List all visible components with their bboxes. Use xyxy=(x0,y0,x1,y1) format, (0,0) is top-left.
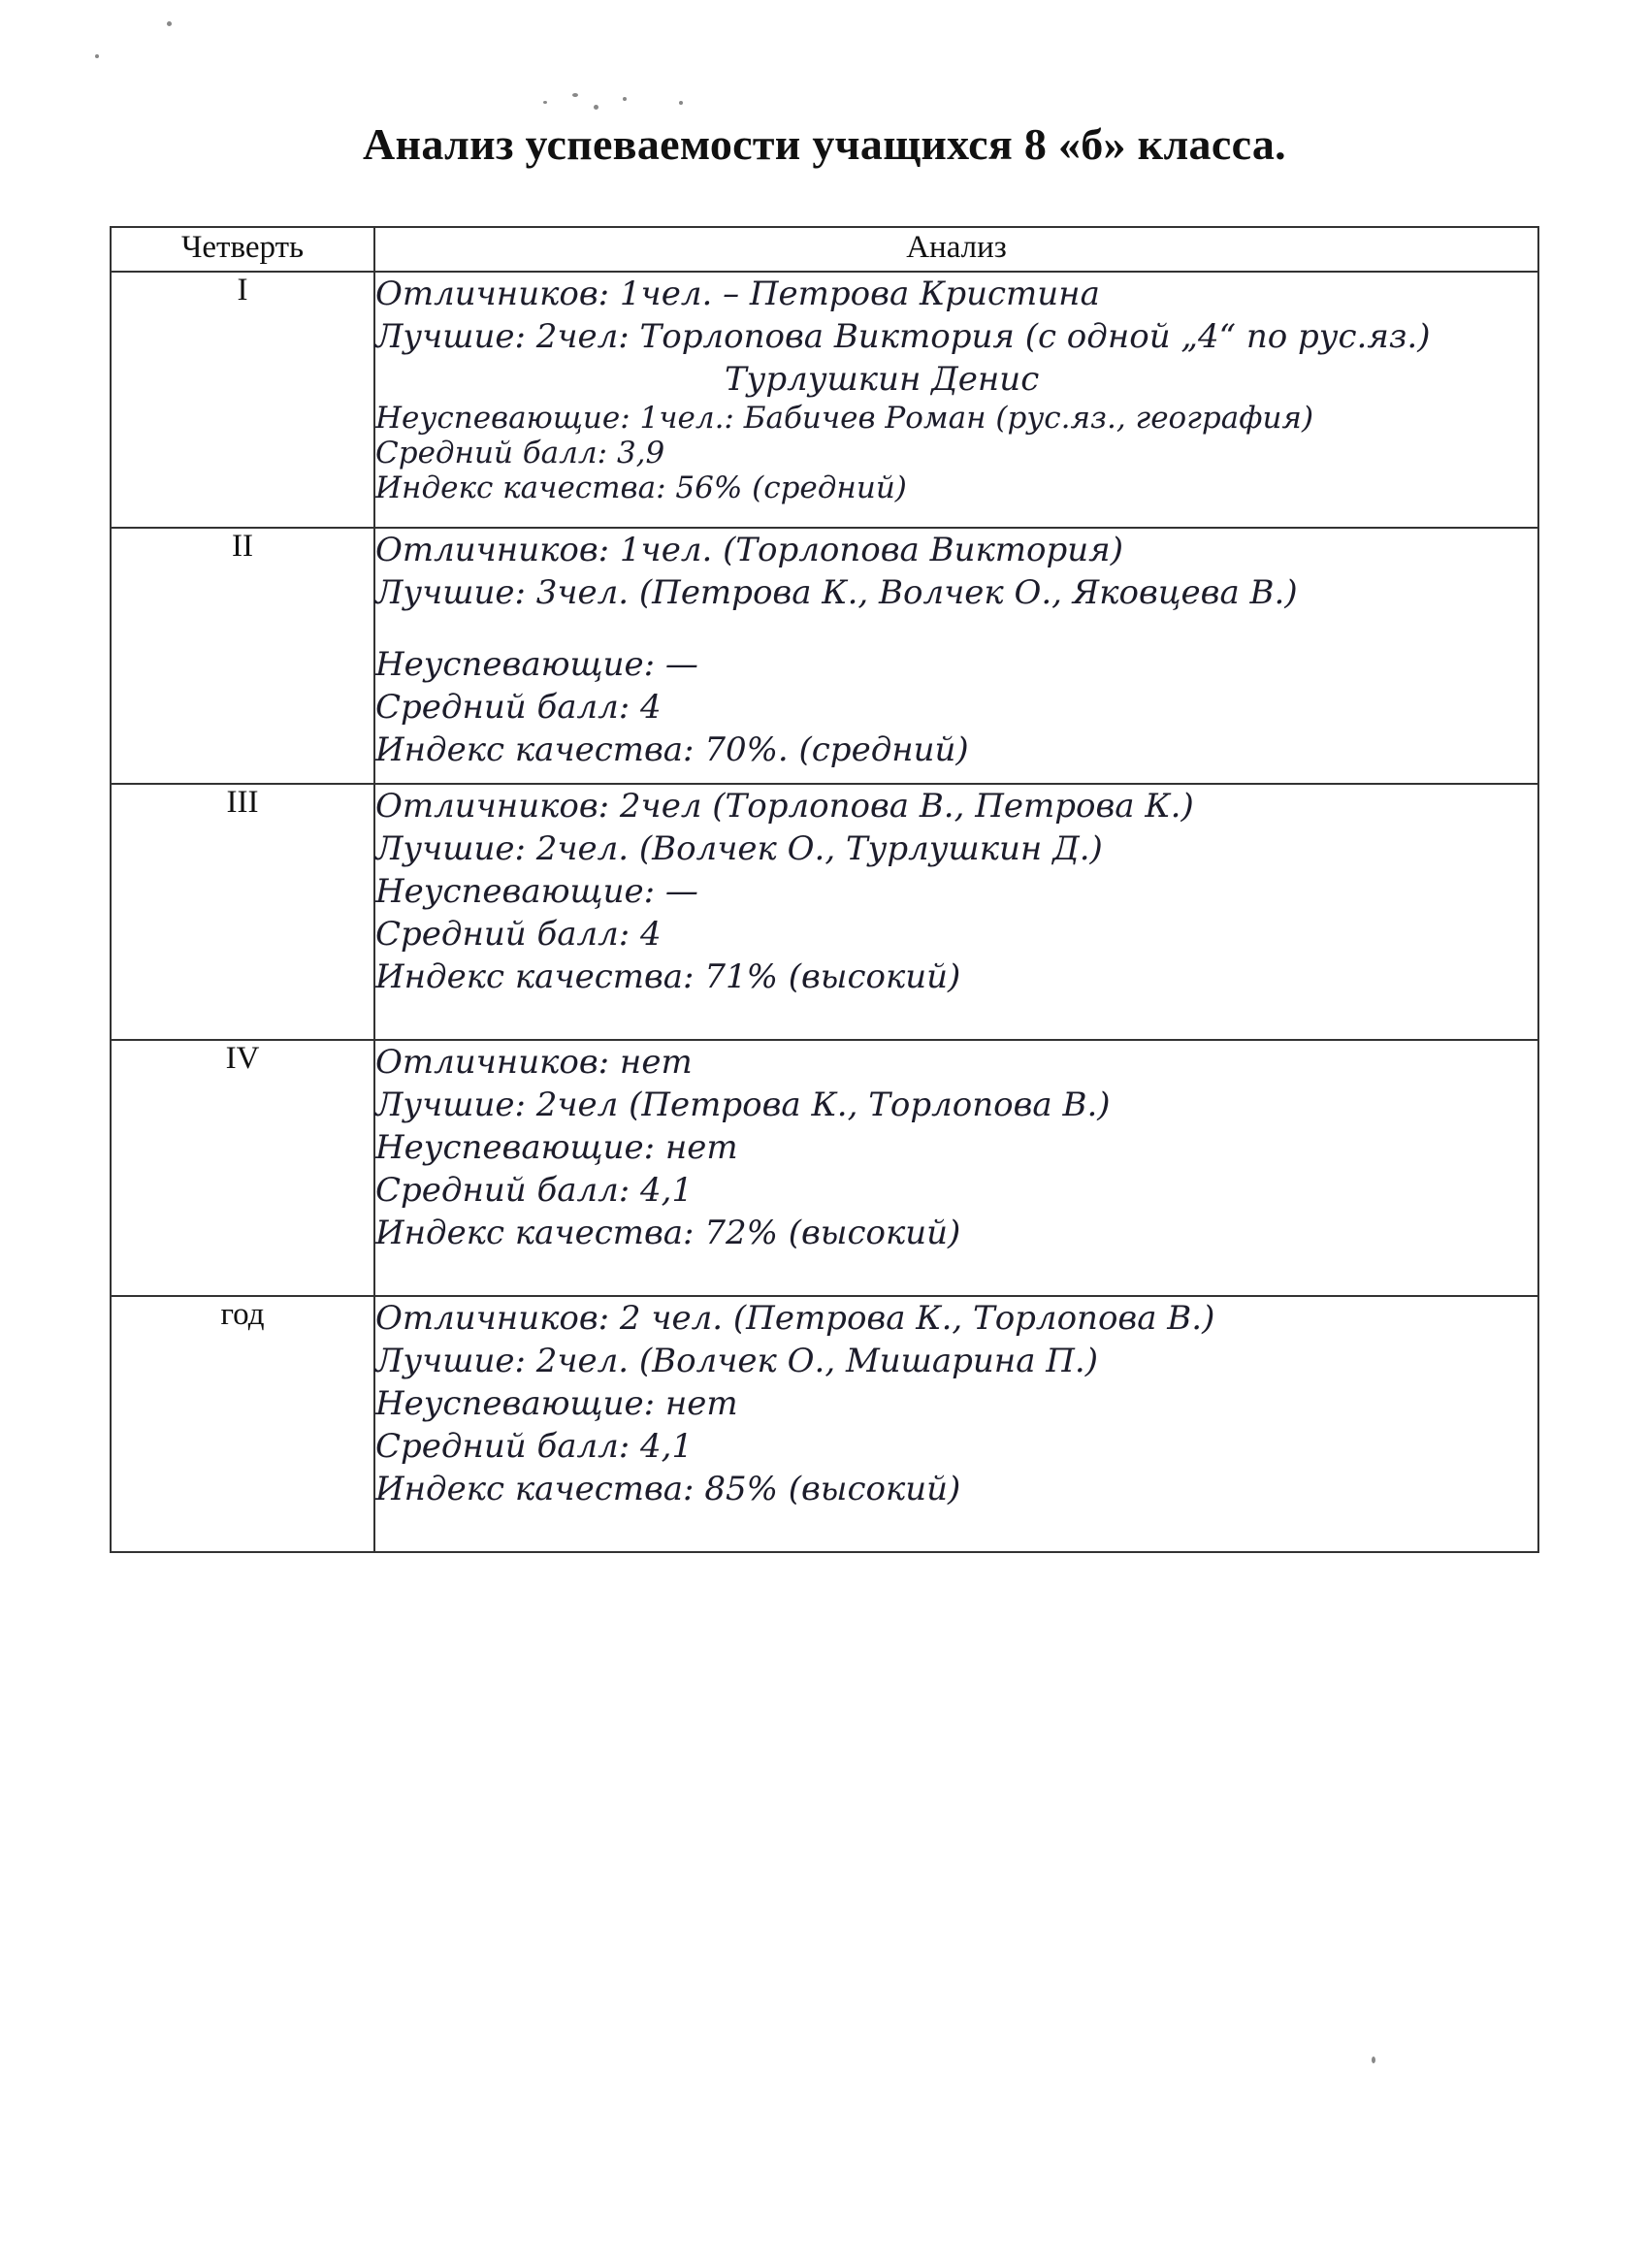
failing-students-line: Неуспевающие: — xyxy=(375,645,698,684)
page-title: Анализ успеваемости учащихся 8 «б» класса. xyxy=(363,119,1286,169)
quarter-label: I xyxy=(111,272,374,528)
analysis-cell xyxy=(374,528,1538,784)
quality-index-line: Индекс качества: 85% (высокий) xyxy=(375,1470,961,1508)
best-students-line: Лучшие: 2чел (Петрова К., Торлопова В.) xyxy=(375,1085,1111,1124)
analysis-cell xyxy=(374,272,1538,528)
scan-speck xyxy=(95,54,99,58)
best-students-line: Лучшие: 2чел. (Волчек О., Мишарина П.) xyxy=(375,1342,1098,1380)
excellent-students-line: Отличников: 2чел (Торлопова В., Петрова К.) xyxy=(375,787,1194,826)
analysis-cell xyxy=(374,1040,1538,1296)
failing-students-line: Неуспевающие: нет xyxy=(375,1384,738,1423)
table-row xyxy=(111,1040,1538,1296)
quarter-label: II xyxy=(111,528,374,784)
average-grade-line: Средний балл: 3,9 xyxy=(375,436,665,470)
table-row xyxy=(111,272,1538,528)
failing-students-line: Неуспевающие: — xyxy=(375,872,698,911)
best-students-line: Лучшие: 3чел. (Петрова К., Волчек О., Яковцева В.) xyxy=(375,573,1298,612)
scan-speck xyxy=(1372,2057,1375,2063)
failing-students-line: Неуспевающие: 1чел.: Бабичев Роман (рус.яз., география) xyxy=(375,401,1314,436)
scan-speck xyxy=(623,97,627,101)
best-students-line-continued: Турлушкин Денис xyxy=(725,360,1040,399)
analysis-table xyxy=(110,226,1539,1553)
excellent-students-line: Отличников: 1чел. – Петрова Кристина xyxy=(375,275,1100,313)
scan-speck xyxy=(543,101,547,104)
average-grade-line: Средний балл: 4,1 xyxy=(375,1171,694,1210)
scan-speck xyxy=(594,105,598,110)
column-header-analysis: Анализ xyxy=(374,227,1538,272)
quarter-label: год xyxy=(111,1296,374,1552)
column-header-quarter: Четверть xyxy=(111,227,374,272)
table-row xyxy=(111,528,1538,784)
table-row xyxy=(111,784,1538,1040)
analysis-cell xyxy=(374,784,1538,1040)
average-grade-line: Средний балл: 4 xyxy=(375,688,662,727)
scan-speck xyxy=(572,93,578,97)
failing-students-line: Неуспевающие: нет xyxy=(375,1128,738,1167)
quality-index-line: Индекс качества: 70%. (средний) xyxy=(375,730,969,769)
scan-speck xyxy=(679,101,683,105)
scan-speck xyxy=(167,21,172,26)
quarter-label: III xyxy=(111,784,374,1040)
quarter-label: IV xyxy=(111,1040,374,1296)
table-header-row xyxy=(111,227,1538,272)
best-students-line: Лучшие: 2чел: Торлопова Виктория (с одной „4“ по рус.яз.) xyxy=(375,317,1431,356)
quality-index-line: Индекс качества: 56% (средний) xyxy=(375,470,907,505)
quality-index-line: Индекс качества: 72% (высокий) xyxy=(375,1214,961,1252)
table-row xyxy=(111,1296,1538,1552)
excellent-students-line: Отличников: 2 чел. (Петрова К., Торлопова В.) xyxy=(375,1299,1215,1338)
excellent-students-line: Отличников: нет xyxy=(375,1043,693,1082)
quality-index-line: Индекс качества: 71% (высокий) xyxy=(375,957,961,996)
analysis-cell xyxy=(374,1296,1538,1552)
average-grade-line: Средний балл: 4 xyxy=(375,915,662,954)
average-grade-line: Средний балл: 4,1 xyxy=(375,1427,694,1466)
best-students-line: Лучшие: 2чел. (Волчек О., Турлушкин Д.) xyxy=(375,829,1103,868)
excellent-students-line: Отличников: 1чел. (Торлопова Виктория) xyxy=(375,531,1123,569)
